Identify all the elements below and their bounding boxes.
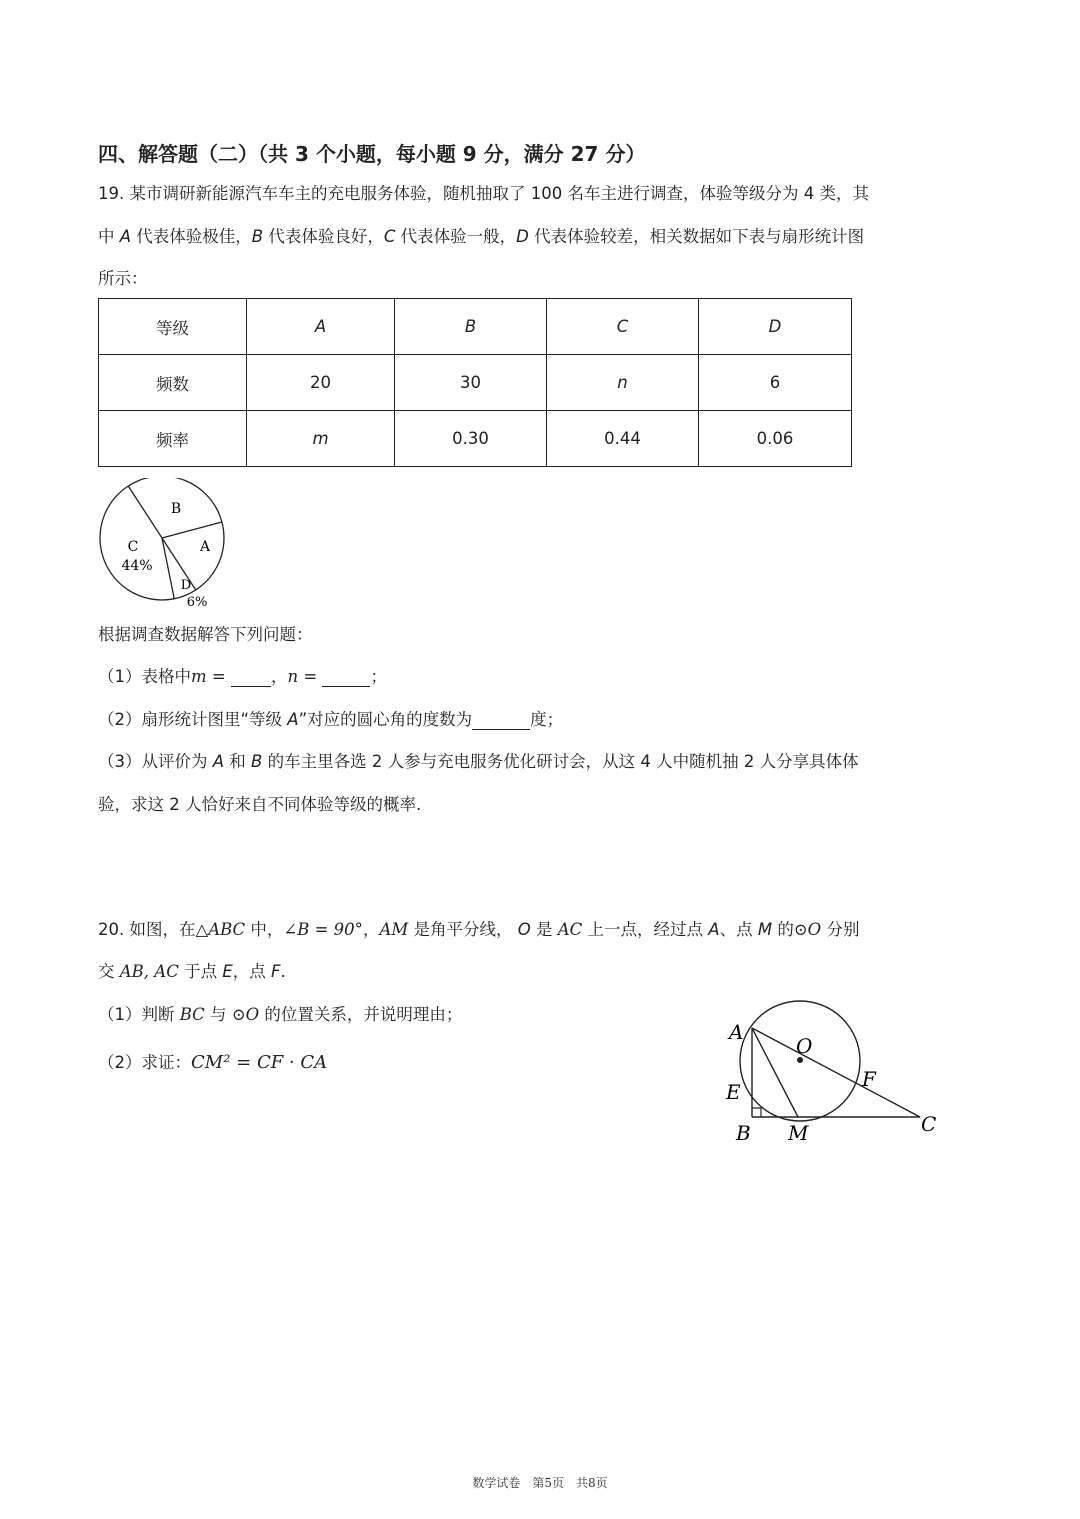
q19-text: 和 [224,752,252,771]
q19-text: ， [270,667,288,686]
table-cell: 等级 [99,299,247,355]
pie-boundary-c-b [128,486,162,538]
q20-var-ab-ac: AB, AC [119,962,179,981]
label-m: M [788,1121,809,1145]
q19-text: = [298,667,323,686]
pie-label-c: C [127,539,139,555]
table-header-row [99,299,852,355]
q19-var-c: C [383,227,396,246]
answer-blank-m[interactable] [231,668,271,687]
q20-text: . [280,962,286,981]
q19-text: 代表体验一般， [395,227,517,246]
table-cell: 0.44 [547,411,699,467]
q19-intro-line3: 所示： [98,269,148,288]
frequency-table [98,298,852,467]
q19-text: （1）表格中 [98,667,191,686]
q19-intro-line2 [98,227,864,247]
q19-text: = [206,667,231,686]
q20-var-am: AM [379,920,409,939]
label-f: F [862,1067,876,1091]
q20-formula: CM² = CF · CA [191,1052,328,1073]
q20-text: 于点 [178,962,223,981]
q20-var-m: M [757,920,773,939]
q19-var-a: A [287,710,299,729]
label-b: B [736,1121,751,1145]
label-e: E [726,1080,741,1104]
q19-text: ； [370,667,387,686]
q19-sub3-line2: 验，求这 2 人恰好来自不同体验等级的概率. [98,795,422,814]
q19-text: 中 [98,227,120,246]
q19-prompt: 根据调查数据解答下列问题： [98,625,313,644]
q20-text: 上一点，经过点 [582,920,709,939]
pie-value-c: 44% [121,558,153,574]
q19-number: 19. [98,184,125,203]
answer-blank-angle[interactable] [472,711,530,730]
page-footer: 数学试卷 第5页 共8页 [472,1476,608,1490]
q20-var-a: A [708,920,720,939]
q20-line2 [98,962,286,982]
table-cell: 6 [699,355,852,411]
q20-var-ac: AC [557,920,583,939]
table-cell: 频率 [99,411,247,467]
q19-var-m: m [191,667,207,686]
pie-boundary-b-a [162,522,222,538]
table-cell: n [547,355,699,411]
q20-text: 与 [204,1005,232,1024]
table-cell: 频数 [99,355,247,411]
q20-text: ， [362,920,380,939]
q20-circle-o: ⊙O [231,1005,260,1024]
q20-circle-o: ⊙O [793,920,822,939]
table-cell: 0.30 [395,411,547,467]
q20-angle: ∠B = 90° [283,920,363,939]
q20-text: 如图，在 [129,920,196,939]
q20-text: 的 [772,920,794,939]
q19-sub2 [98,710,563,730]
table-cell: m [247,411,395,467]
pie-chart [92,478,232,614]
table-cell: C [547,299,699,355]
q19-text: 度； [530,710,564,729]
pie-label-b: B [170,501,182,517]
q20-var-bc: BC [179,1005,205,1024]
q20-text: 、点 [719,920,758,939]
q19-sub3-line1 [98,752,859,772]
q19-var-b: B [251,752,263,771]
q20-text: 分别 [821,920,860,939]
label-a: A [729,1020,744,1044]
q19-sub1 [98,667,387,687]
label-c: C [921,1112,937,1136]
q19-text: 代表体验较差，相关数据如下表与扇形统计图 [528,227,865,246]
q20-text: ，点 [232,962,272,981]
q19-text: 的车主里各选 2 人参与充电服务优化研讨会，从这 4 人中随机抽 2 人分享具体体 [262,752,859,771]
pie-label-d: D [180,578,192,593]
table-cell: 20 [247,355,395,411]
q20-text: 交 [98,962,120,981]
geometry-figure [720,995,950,1150]
q20-var-f: F [271,962,281,981]
table-cell: A [247,299,395,355]
q20-var-e: E [222,962,233,981]
q19-var-d: D [516,227,529,246]
q19-text: 代表体验极佳， [131,227,252,246]
answer-blank-n[interactable] [322,668,370,687]
table-cell: B [395,299,547,355]
q20-number: 20. [98,920,125,939]
table-row [99,411,852,467]
table-cell: 0.06 [699,411,852,467]
pie-label-a: A [199,539,211,555]
table-cell: D [699,299,852,355]
pie-value-d: 6% [186,595,208,610]
q19-text: （3）从评价为 [98,752,213,771]
q20-text: 是 [530,920,558,939]
q19-text: 代表体验良好， [263,227,384,246]
q20-text: （1）判断 [98,1005,180,1024]
q20-text: （2）求证： [98,1053,191,1072]
q19-text: ”对应的圆心角的度数为 [298,710,473,729]
q19-text: （2）扇形统计图里“等级 [98,710,288,729]
q20-var-o: O [517,920,531,939]
q20-sub2 [98,1053,327,1073]
q20-text: 的位置关系，并说明理由； [259,1005,463,1024]
label-o: O [796,1034,813,1058]
q19-var-b: B [251,227,264,246]
q19-var-a: A [119,227,132,246]
q19-intro-line1 [98,184,869,204]
table-cell: 30 [395,355,547,411]
q20-line1 [98,920,859,940]
right-angle-mark [752,1108,761,1117]
segment-am [752,1028,798,1117]
section-title: 四、解答题（二）（共 3 个小题，每小题 9 分，满分 27 分） [98,142,646,166]
q19-intro-text1: 某市调研新能源汽车车主的充电服务体验，随机抽取了 100 名车主进行调查，体验等级分为 4 类，其 [129,184,869,203]
q20-text: 是角平分线， [408,920,518,939]
q20-triangle: △ABC [195,920,246,939]
q19-var-a: A [212,752,225,771]
segment-ac [752,1028,920,1117]
q19-var-n: n [287,667,299,686]
table-row [99,355,852,411]
q20-text: 中， [245,920,284,939]
q20-sub1 [98,1005,462,1025]
